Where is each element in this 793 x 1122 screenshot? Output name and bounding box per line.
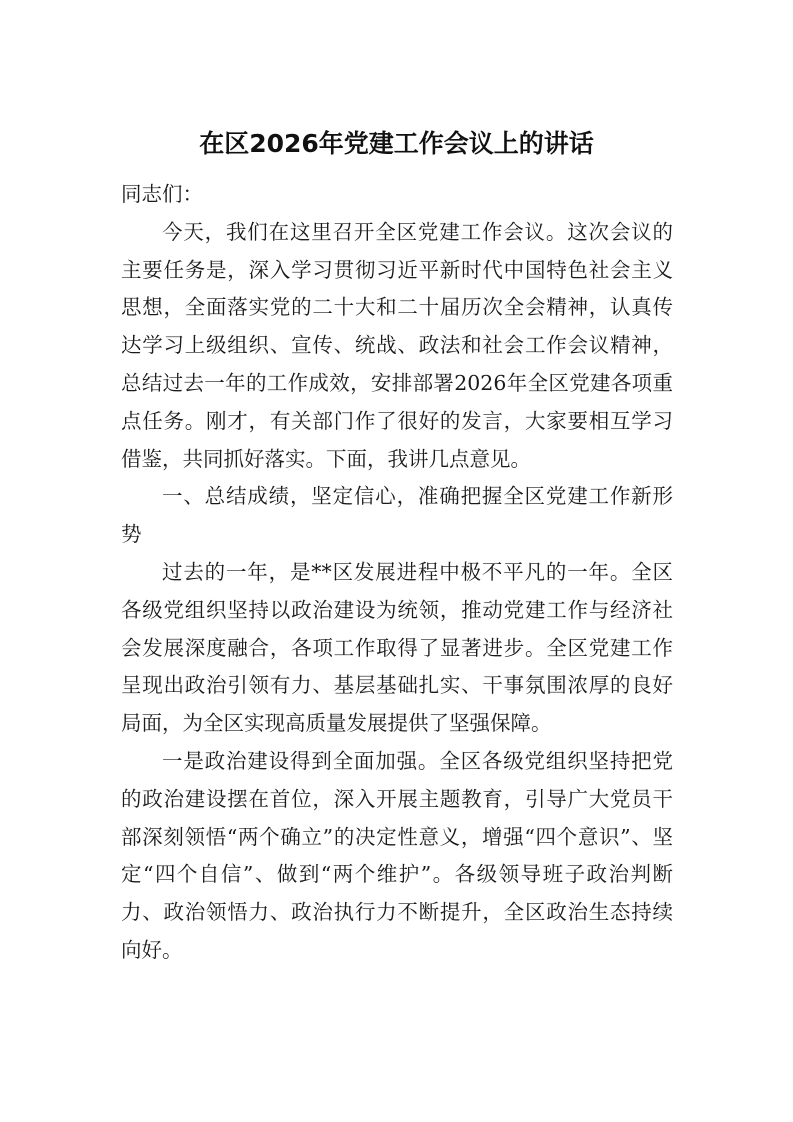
section-heading-one: 一、总结成绩，坚定信心，准确把握全区党建工作新形势 [121, 484, 673, 547]
paragraph-past-year: 过去的一年，是**区发展进程中极不平凡的一年。全区各级党组织坚持以政治建设为统领，推动党建工作与经济社会发展深度融合，各项工作取得了显著进步。全区党建工作呈现出政治引领有力、基层基础扎实、干事氛围浓厚的良好局面，为全区实现高质量发展提供了坚强保障。 [121, 559, 673, 736]
paragraph-political-building: 一是政治建设得到全面加强。全区各级党组织坚持把党的政治建设摆在首位，深入开展主题教育，引导广大党员干部深刻领悟“两个确立”的决定性意义，增强“四个意识”、坚定“四个自信”、做到“两个维护”。各级领导班子政治判断力、政治领悟力、政治执行力不断提升，全区政治生态持续向好。 [121, 748, 673, 962]
document-title: 在区2026年党建工作会议上的讲话 [199, 129, 594, 158]
salutation: 同志们： [121, 182, 203, 206]
document-body [121, 176, 673, 970]
paragraph-intro: 今天，我们在这里召开全区党建工作会议。这次会议的主要任务是，深入学习贯彻习近平新时代中国特色社会主义思想，全面落实党的二十大和二十届历次全会精神，认真传达学习上级组织、宣传、统战、政法和社会工作会议精神，总结过去一年的工作成效，安排部署2026年全区党建各项重点任务。刚才，有关部门作了很好的发言，大家要相互学习借鉴，共同抓好落实。下面，我讲几点意见。 [121, 219, 673, 471]
